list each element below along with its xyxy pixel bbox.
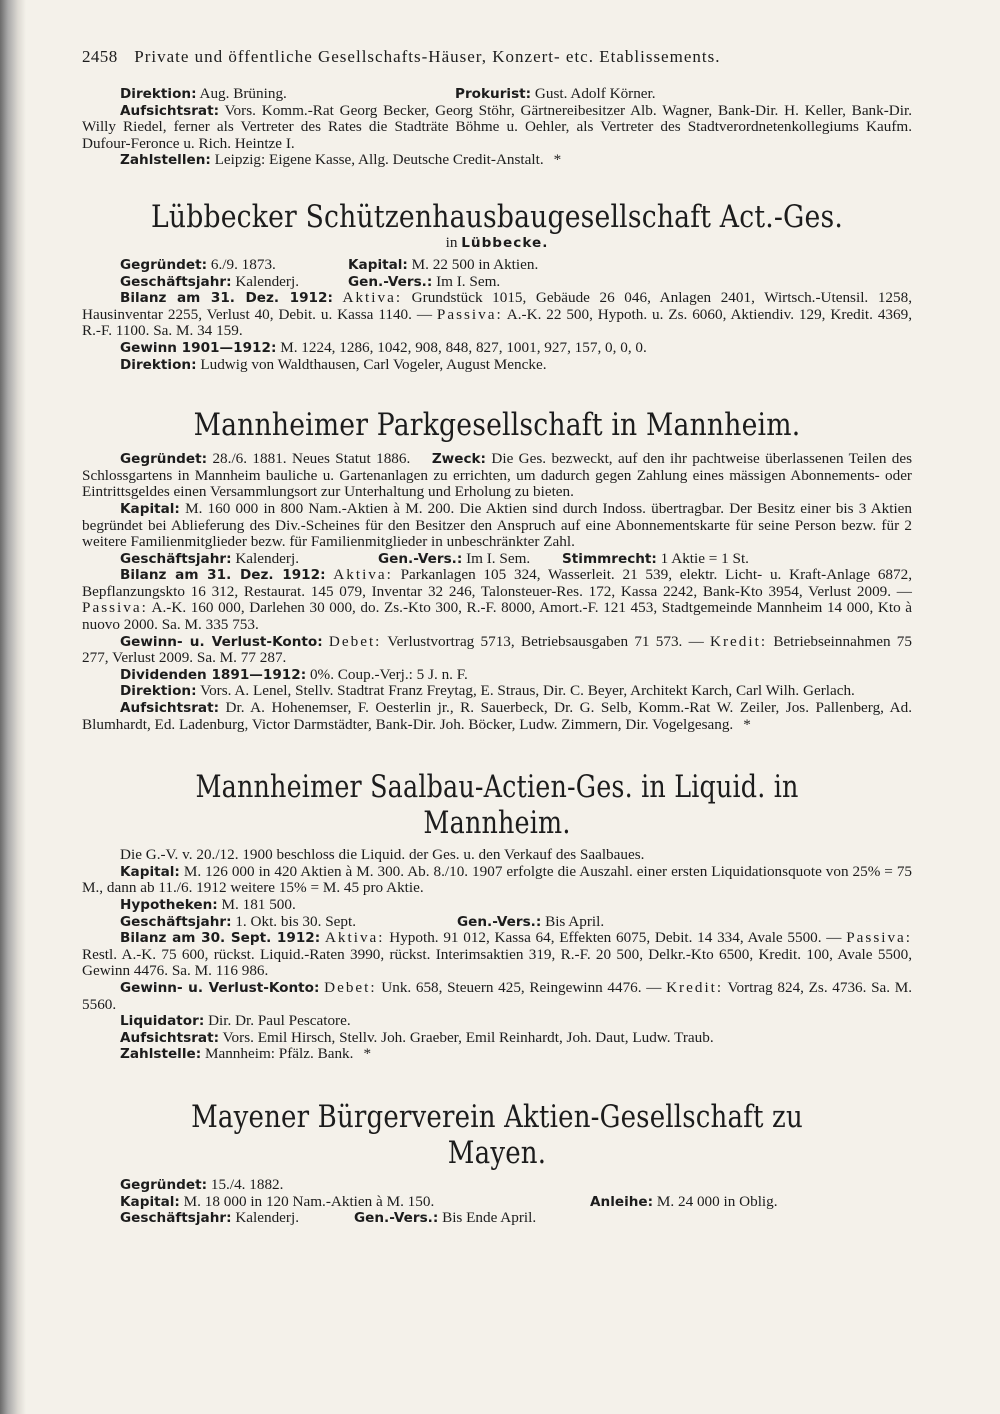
label: Bilanz am 31. Dez. 1912: (120, 290, 333, 307)
book-page (82, 42, 912, 1227)
gegruendet (82, 1177, 912, 1194)
label: Zweck: (431, 451, 486, 468)
aufsichtsrat (82, 1030, 912, 1047)
label: Kapital: (348, 256, 408, 273)
debet-word: Debet: (328, 632, 382, 650)
kapital (82, 864, 912, 897)
entry-location (82, 235, 912, 251)
label: Hypotheken: (120, 897, 218, 913)
gj-gv-row (82, 1210, 912, 1227)
label: Gen.-Vers.: (457, 913, 542, 930)
direktion (82, 683, 912, 700)
value: 15./4. 1882. (210, 1175, 284, 1193)
zahlstelle (82, 1046, 912, 1063)
label: Stimmrecht: (562, 550, 657, 567)
label: Direktion: (120, 356, 197, 373)
label: Gewinn- u. Verlust-Konto: (120, 633, 323, 650)
scan-binding-shadow (0, 0, 26, 1414)
kapital: M. 18 000 in 120 Nam.-Aktien à M. 150. (183, 1192, 435, 1210)
running-title: Private und öffentliche Gesellschafts-Häuser, Konzert- etc. Etablissements. (134, 47, 721, 66)
in-word: in (445, 233, 458, 251)
geschaeftsjahr: Kalenderj. (235, 1209, 299, 1227)
value: Vors. A. Lenel, Stellv. Stadtrat Franz Freytag, E. Straus, Dir. C. Beyer, Architekt Karch, Carl Wilh. Gerlach. (200, 682, 855, 700)
prev-direktion-row (82, 86, 912, 103)
label: Kapital: (120, 863, 180, 880)
label: Bilanz am 31. Dez. 1912: (120, 567, 326, 584)
gj-gv-row (82, 914, 912, 931)
passiva-word: Passiva: (846, 929, 913, 947)
bilanz-aktiva: Hypoth. 91 012, Kassa 64, Effekten 6075, Debit. 14 334, Avale 5500. — (389, 929, 842, 947)
gj-gv-stimm-row (82, 551, 912, 568)
guv-kredit: Betriebseinnahmen 75 277, Verlust 2009. Sa. M. 77 287. (82, 632, 912, 667)
label: Direktion: (120, 86, 197, 102)
guv-kredit: Vortrag 824, Zs. 4736. Sa. M. 5560. (82, 978, 913, 1013)
kredit-word: Kredit: (666, 978, 724, 996)
aktiva-word: Aktiva: (324, 929, 385, 947)
label: Dividenden 1891—1912: (120, 666, 307, 683)
label: Aufsichtsrat: (120, 1029, 219, 1046)
entry-title: Mannheimer Parkgesellschaft in Mannheim. (193, 407, 801, 444)
gegruendet: 28./6. 1881. Neues Statut 1886. (212, 450, 411, 468)
label: Bilanz am 30. Sept. 1912: (120, 930, 321, 947)
gegruendet-kapital-row (82, 257, 912, 274)
prev-entry (82, 86, 912, 169)
bilanz-aktiva: Grundstück 1015, Gebäude 26 046, Anlagen 2401, Wirtsch.-Utensil. 1258, Hausinventar 2255, Verlust 40, Debit. u. Kassa 1140. — (82, 289, 912, 323)
value: Leipzig: Eigene Kasse, Allg. Deutsche Credit-Anstalt. (214, 151, 544, 169)
label: Gegründet: (120, 1176, 208, 1193)
location: Lübbecke. (461, 234, 549, 251)
label: Anleihe: (590, 1193, 654, 1210)
aufsichtsrat (82, 700, 912, 733)
entry-title: Lübbecker Schützenhausbaugesellschaft Act.-Ges. (151, 198, 843, 235)
bilanz-passiva: Restl. A.-K. 75 600, rückst. Liquid.-Raten 3990, rückst. Interimsaktien 319, R.-F. 20 500, Delkr.-Kto 6500, Kredit. 100, Avale 5500, Gewinn 4476. Sa. M. 116 986. (82, 945, 912, 980)
gj-gv-row (82, 274, 912, 291)
geschaeftsjahr: Kalenderj. (235, 549, 299, 567)
passiva-word: Passiva: (82, 599, 148, 617)
anleihe: M. 24 000 in Oblig. (656, 1192, 778, 1210)
gewinn (82, 340, 912, 357)
gen-vers: Im I. Sem. (466, 549, 531, 567)
value: Vors. Komm.-Rat Georg Becker, Georg Stöhr, Gärtnereibesitzer Alb. Wagner, Bank-Dir. H. Keller, Bank-Dir. Willy Riedel, ferner als Vertreter des Rates die Stadträte Böhme u. Oehler, als Vertreter des Stadtverordnetenkollegiums Kaufm. Dufour-Feronce u. Rich. Heintze I. (82, 101, 913, 152)
label: Geschäftsjahr: (120, 913, 232, 930)
prev-aufsichtsrat (82, 103, 912, 153)
bilanz (82, 290, 912, 340)
guv (82, 980, 912, 1013)
entry-luebbecke (82, 199, 912, 373)
label: Gen.-Vers.: (378, 550, 463, 567)
gen-vers: Bis Ende April. (442, 1209, 537, 1227)
value: Ludwig von Waldthausen, Carl Vogeler, August Mencke. (200, 355, 547, 373)
liquidator (82, 1013, 912, 1030)
guv-debet: Unk. 658, Steuern 425, Reingewinn 4476. — (381, 978, 662, 996)
label: Geschäftsjahr: (120, 550, 232, 567)
passiva-word: Passiva: (436, 305, 503, 323)
stimmrecht: 1 Aktie = 1 St. (660, 549, 749, 567)
zweck: Die Ges. bezweckt, auf den ihr pachtweise überlassenen Teilen des Schlossgartens in Mannheim bauliche u. Gartenanlagen zu errichten, um dadurch gegen Zahlung eines mässigen Abonnements- oder Eintrittsgeldes einen Versammlungsort zur Unterhaltung und Erholung zu bieten. (82, 450, 913, 501)
bilanz-passiva: A.-K. 160 000, Darlehen 30 000, do. Zs.-Kto 300, R.-F. 8000, Amort.-F. 121 453, Stadtgemeinde Mannheim 14 000, Kto à nuovo 2000. Sa. M. 335 753. (82, 599, 912, 634)
prev-zahlstellen (82, 152, 912, 169)
bilanz-aktiva: Parkanlagen 105 324, Wasserleit. 21 539, elektr. Licht- u. Kraft-Anlage 6872, Bepflanzungskto 16 312, Restaurat. 145 079, Inventar 32 246, Talonsteuer-Res. 172, Kassa 2242, Bank-Kto 3954, Verlust 2009. — (82, 566, 912, 600)
value: Dir. Dr. Paul Pescatore. (208, 1012, 351, 1030)
label: Geschäftsjahr: (120, 273, 232, 290)
page-number: 2458 (82, 47, 118, 66)
hypotheken (82, 897, 912, 914)
entry-mayen (82, 1099, 912, 1227)
label: Direktion: (120, 683, 197, 700)
entry-parkgesellschaft (82, 407, 912, 733)
entry-title: Mayener Bürgerverein Aktien-Gesellschaft zu Mayen. (191, 1098, 803, 1171)
gen-vers: Im I. Sem. (436, 272, 501, 290)
guv-debet: Verlustvortrag 5713, Betriebsausgaben 71 573. — (387, 632, 704, 650)
value: Mannheim: Pfälz. Bank. (204, 1045, 354, 1063)
value: M. 160 000 in 800 Nam.-Aktien à M. 200. Die Aktien sind durch Indoss. übertragbar. Der Besitz einer bis 3 Aktien begründet bei Ablieferung des Div.-Scheines für den Besitzer den Anspruch auf eine Abonnementskarte für seine Person bezw. für 2 weitere Familienmitglieder bezw. für Familienmitglieder in unbeschränkter Zahl. (82, 499, 913, 551)
label: Aufsichtsrat: (120, 102, 219, 119)
label: Gen.-Vers.: (354, 1210, 439, 1227)
gegruendet-zweck (82, 451, 912, 501)
label: Kapital: (120, 1193, 180, 1210)
entry-title: Mannheimer Saalbau-Actien-Ges. in Liquid. in Mannheim. (195, 769, 799, 842)
aktiva-word: Aktiva: (333, 566, 393, 584)
geschaeftsjahr: Kalenderj. (235, 272, 299, 290)
value: M. 126 000 in 420 Aktien à M. 300. Ab. 8./10. 1907 erfolgte die Auszahl. einer ersten Liquidationsquote von 25% = 75 M., dann ab 11./6. 1912 weitere 15% = M. 45 pro Aktie. (82, 862, 913, 897)
star-mark: * (743, 715, 751, 733)
entry-saalbau (82, 769, 912, 1063)
gegruendet: 6./9. 1873. (210, 255, 276, 273)
label: Liquidator: (120, 1013, 205, 1030)
label: Prokurist: (455, 86, 532, 102)
star-mark: * (553, 151, 562, 169)
label: Gegründet: (120, 451, 208, 468)
label: Aufsichtsrat: (120, 700, 219, 717)
value: Dr. A. Hohenemser, F. Oesterlin jr., R. Sauerbeck, Dr. G. Selb, Komm.-Rat W. Zeiler, Jos. Pallenberg, Ad. Blumhardt, Ed. Ladenburg, Victor Darmstädter, Bank-Dir. Joh. Böcker, Ludw. Zimmern, Dir. Vogelgesang. (82, 699, 913, 733)
bilanz (82, 567, 912, 633)
prev-direktion: Aug. Brüning. (199, 85, 287, 102)
prev-prokurist: Gust. Adolf Körner. (534, 85, 656, 102)
label: Gewinn 1901—1912: (120, 339, 277, 356)
kapital: M. 22 500 in Aktien. (411, 255, 539, 273)
gen-vers: Bis April. (545, 912, 605, 930)
label: Zahlstelle: (120, 1046, 202, 1063)
label: Kapital: (120, 500, 180, 517)
value: M. 181 500. (221, 896, 296, 913)
intro: Die G.-V. v. 20./12. 1900 beschloss die Liquid. der Ges. u. den Verkauf des Saalbaues. (120, 846, 645, 864)
star-mark: * (363, 1045, 372, 1063)
bilanz-passiva: A.-K. 22 500, Hypoth. u. Zs. 6060, Aktiendiv. 129, Kredit. 4369, R.-F. 1100. Sa. M. 34 159. (82, 305, 913, 340)
label: Gewinn- u. Verlust-Konto: (120, 979, 320, 996)
running-head (82, 42, 912, 72)
label: Gegründet: (120, 256, 208, 273)
aktiva-word: Aktiva: (342, 289, 403, 307)
value: Vors. Emil Hirsch, Stellv. Joh. Graeber, Emil Reinhardt, Joh. Daut, Ludw. Traub. (222, 1028, 714, 1046)
guv (82, 634, 912, 667)
label: Gen.-Vers.: (348, 273, 433, 290)
dividenden (82, 667, 912, 684)
bilanz (82, 930, 912, 980)
kredit-word: Kredit: (710, 632, 768, 650)
kapital-anleihe-row (82, 1194, 912, 1211)
kapital (82, 501, 912, 551)
debet-word: Debet: (324, 978, 377, 996)
geschaeftsjahr: 1. Okt. bis 30. Sept. (235, 912, 356, 930)
label: Geschäftsjahr: (120, 1210, 232, 1227)
value: 0%. Coup.-Verj.: 5 J. n. F. (309, 665, 468, 683)
direktion (82, 357, 912, 374)
label: Zahlstellen: (120, 152, 211, 169)
value: M. 1224, 1286, 1042, 908, 848, 827, 1001, 927, 157, 0, 0, 0. (280, 338, 647, 356)
